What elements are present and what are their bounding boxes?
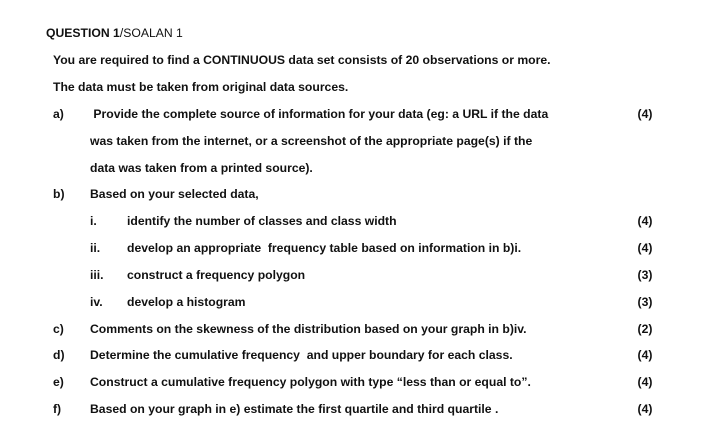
part-b-iv-num: iv.: [90, 295, 103, 309]
part-a-line-2: was taken from the internet, or a screenshot of the appropriate page(s) if the: [90, 134, 533, 148]
part-b-i-num: i.: [90, 214, 97, 228]
intro-line-2: The data must be taken from original data sources.: [53, 80, 349, 94]
part-b-i-marks: (4): [637, 214, 653, 228]
part-a-marks: (4): [637, 107, 653, 121]
part-b-text: Based on your selected data,: [90, 187, 259, 201]
part-c-marks: (2): [637, 322, 653, 336]
part-b-iii-num: iii.: [90, 268, 104, 282]
part-b-ii-marks: (4): [637, 241, 653, 255]
part-b-iii-marks: (3): [637, 268, 653, 282]
part-b-iv-text: develop a histogram: [127, 295, 246, 309]
part-a-line-1: Provide the complete source of information for your data (eg: a URL if the data: [90, 107, 549, 121]
part-f-text: Based on your graph in e) estimate the first quartile and third quartile .: [90, 402, 499, 416]
part-c-label: c): [53, 322, 64, 336]
part-e-marks: (4): [637, 375, 653, 389]
part-e-label: e): [53, 375, 64, 389]
part-b-ii-text: develop an appropriate frequency table based on information in b)i.: [127, 241, 522, 255]
part-d-marks: (4): [637, 348, 653, 362]
intro-line-1: You are required to find a CONTINUOUS data set consists of 20 observations or more.: [53, 53, 551, 67]
question-title-bold: QUESTION 1: [46, 26, 120, 40]
part-b-ii-num: ii.: [90, 241, 101, 255]
part-b-i-text: identify the number of classes and class width: [127, 214, 397, 228]
question-title-plain: /SOALAN 1: [119, 26, 183, 40]
part-b-iii-text: construct a frequency polygon: [127, 268, 306, 282]
part-e-text: Construct a cumulative frequency polygon with type “less than or equal to”.: [90, 375, 531, 389]
part-a-label: a): [53, 107, 64, 121]
part-f-marks: (4): [637, 402, 653, 416]
part-f-label: f): [53, 402, 62, 416]
part-b-iv-marks: (3): [637, 295, 653, 309]
part-c-text: Comments on the skewness of the distribution based on your graph in b)iv.: [90, 322, 527, 336]
part-d-label: d): [53, 348, 65, 362]
part-b-label: b): [53, 187, 65, 201]
part-d-text: Determine the cumulative frequency and upper boundary for each class.: [90, 348, 513, 362]
part-a-line-3: data was taken from a printed source).: [90, 161, 313, 175]
question-title: [46, 25, 183, 41]
